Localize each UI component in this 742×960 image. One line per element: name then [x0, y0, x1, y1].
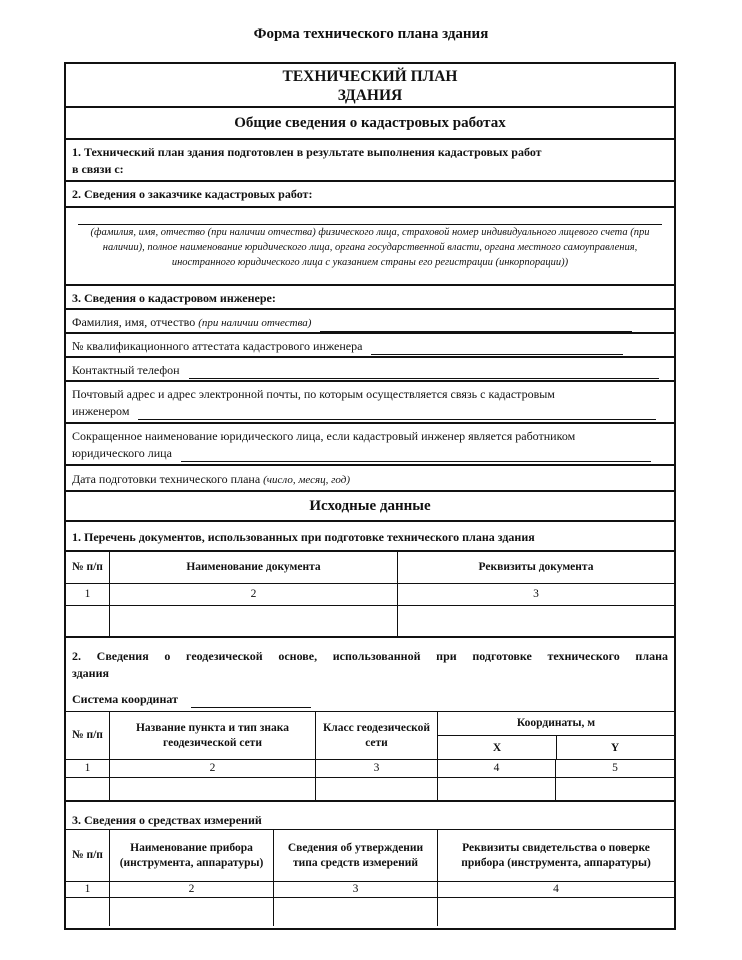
section-3-heading: 3. Сведения о кадастровом инженере: — [66, 286, 674, 310]
engineer-fio-note: (при наличии отчества) — [198, 317, 312, 329]
geodesic-heading-line-2: здания — [72, 666, 109, 680]
col-instrument-name: Наименование прибора (инструмента, аппаратуры) — [110, 830, 274, 881]
table-cell[interactable] — [66, 606, 110, 636]
engineer-fio-row — [66, 310, 674, 334]
engineer-address-label-2: инженером — [72, 404, 130, 418]
table-cell[interactable] — [110, 778, 316, 800]
table-cell: 2 — [110, 882, 274, 897]
engineer-address-label: Почтовый адрес и адрес электронной почты, по которым осуществляется связь с кадастровым — [72, 387, 555, 401]
col-x: X — [438, 736, 557, 760]
coord-system-label: Система координат — [72, 692, 178, 706]
col-doc-details: Реквизиты документа — [478, 561, 594, 573]
col-y: Y — [610, 742, 620, 754]
table-cell[interactable] — [438, 898, 674, 926]
table-row[interactable] — [66, 898, 674, 926]
table-cell[interactable] — [110, 898, 274, 926]
table-cell: 2 — [110, 760, 316, 777]
table-cell: 3 — [316, 760, 438, 777]
table-header-row — [66, 552, 674, 584]
engineer-fio-input[interactable] — [320, 318, 632, 332]
table-row[interactable] — [66, 606, 674, 636]
table-cell: 1 — [66, 584, 110, 605]
general-heading: Общие сведения о кадастровых работах — [66, 108, 674, 140]
table-cell[interactable] — [110, 606, 398, 636]
col-number: № п/п — [66, 552, 110, 583]
table-cell[interactable] — [556, 778, 674, 800]
title-line-1: ТЕХНИЧЕСКИЙ ПЛАН — [282, 68, 458, 85]
table-cell[interactable] — [438, 778, 556, 800]
table-row[interactable] — [66, 778, 674, 800]
plan-date-row — [66, 466, 674, 492]
plan-date-label: Дата подготовки технического плана — [72, 472, 261, 486]
col-number: № п/п — [66, 830, 110, 881]
table-row — [66, 882, 674, 898]
engineer-phone-input[interactable] — [189, 365, 659, 379]
table-cell: 1 — [66, 882, 110, 897]
plan-date-note: (число, месяц, год) — [263, 474, 350, 486]
col-number: № п/п — [66, 712, 110, 759]
table-cell: 4 — [553, 883, 559, 895]
table-row — [66, 760, 674, 778]
col-point-name: Название пункта и тип знака геодезической сети — [110, 712, 316, 759]
engineer-org-input[interactable] — [181, 448, 651, 462]
table-row — [66, 584, 674, 606]
col-class: Класс геодезической сети — [316, 712, 438, 759]
table-cell[interactable] — [398, 606, 674, 636]
table-cell[interactable] — [66, 898, 110, 926]
engineer-org-label-2: юридического лица — [72, 446, 172, 460]
engineer-org-label: Сокращенное наименование юридического лица, если кадастровый инженер является работником — [72, 429, 576, 443]
table-cell: 1 — [66, 760, 110, 777]
technical-plan-form — [64, 62, 676, 930]
engineer-cert-input[interactable] — [371, 341, 623, 355]
documents-table — [66, 552, 674, 638]
section-2-heading: 2. Сведения о заказчике кадастровых работ: — [66, 182, 674, 208]
form-title — [66, 64, 674, 108]
engineer-fio-label: Фамилия, имя, отчество — [72, 315, 196, 329]
instruments-heading: 3. Сведения о средствах измерений — [66, 802, 674, 830]
table-cell[interactable] — [316, 778, 438, 800]
table-cell: 3 — [533, 588, 539, 600]
section-1-line-1: 1. Технический план здания подготовлен в результате выполнения кадастровых работ — [72, 145, 542, 159]
customer-field[interactable] — [66, 208, 674, 286]
coord-system-input[interactable] — [191, 694, 311, 708]
table-cell: 5 — [612, 762, 618, 774]
col-coordinates — [438, 712, 674, 759]
engineer-phone-row — [66, 358, 674, 382]
col-verification: Реквизиты свидетельства о поверке прибора (инструмента, аппаратуры) — [461, 841, 651, 869]
engineer-cert-row — [66, 334, 674, 358]
documents-heading: 1. Перечень документов, использованных при подготовке технического плана здания — [66, 522, 674, 552]
engineer-phone-label: Контактный телефон — [72, 363, 180, 377]
customer-note: (фамилия, имя, отчество (при наличии отчества) физического лица, страховой номер индивидуального лицевого счета (при наличии), полное наименование юридического лица, органа государственной власти, органа местного самоуправления, иностранного юридического лица с указанием страны его регистрации (инкорпорации)) — [90, 227, 650, 268]
section-1 — [66, 140, 674, 182]
table-header-row — [66, 830, 674, 882]
title-line-2: ЗДАНИЯ — [337, 87, 403, 104]
geodesic-heading — [66, 638, 674, 712]
table-cell[interactable] — [274, 898, 438, 926]
source-data-heading: Исходные данные — [66, 492, 674, 522]
engineer-cert-label: № квалификационного аттестата кадастрового инженера — [72, 339, 363, 353]
table-cell: 4 — [438, 760, 556, 777]
engineer-org-row — [66, 424, 674, 466]
table-cell: 3 — [274, 882, 438, 897]
engineer-address-row — [66, 382, 674, 424]
table-cell: 2 — [110, 584, 398, 605]
section-1-line-2: в связи с: — [72, 162, 124, 176]
engineer-address-input[interactable] — [138, 406, 656, 420]
col-doc-name: Наименование документа — [110, 552, 398, 583]
table-cell[interactable] — [66, 778, 110, 800]
table-header-row — [66, 712, 674, 760]
instruments-table — [66, 830, 674, 928]
coordinates-label: Координаты, м — [438, 712, 674, 736]
col-type-approval: Сведения об утверждении типа средств измерений — [274, 830, 438, 881]
form-caption: Форма технического плана здания — [253, 26, 489, 42]
geodesic-table — [66, 712, 674, 802]
geodesic-heading-line-1: 2. Сведения о геодезической основе, использованной при подготовке технического плана — [72, 649, 668, 663]
